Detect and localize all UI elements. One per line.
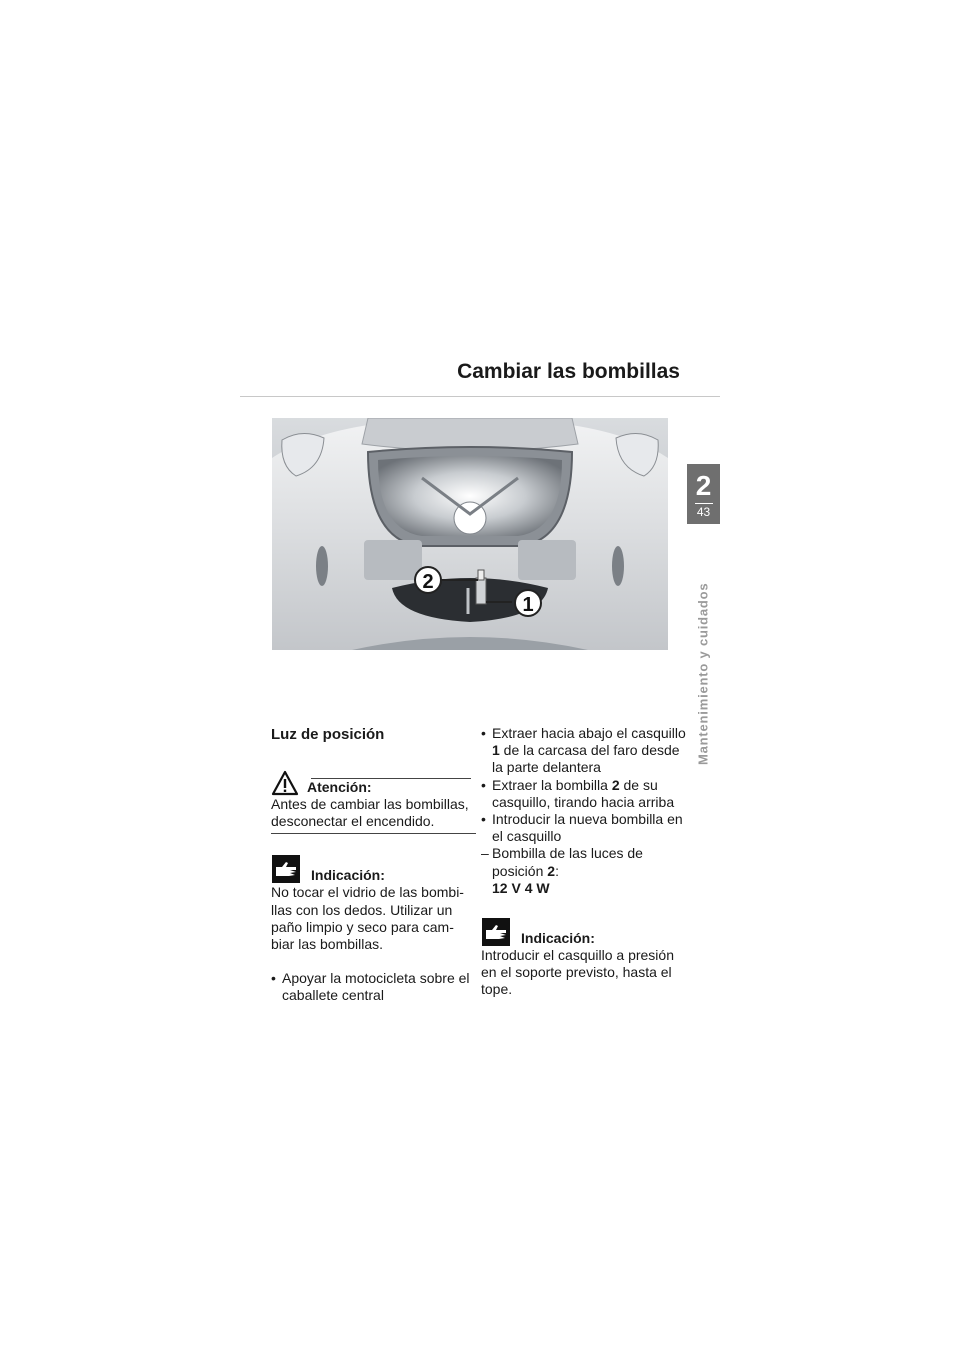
chapter-side-label: Mantenimiento y cuidados xyxy=(695,582,711,765)
bullet-marker: • xyxy=(481,811,486,828)
step-text: Apoyar la motocicleta sobre el caballete central xyxy=(282,970,470,1004)
headlight-photo xyxy=(272,418,668,650)
bulb-spec: 12 V 4 W xyxy=(492,879,550,896)
title-rule xyxy=(240,396,720,397)
chapter-tab xyxy=(687,464,720,524)
note-box xyxy=(481,915,691,999)
part-reference: 2 xyxy=(547,862,556,879)
left-column xyxy=(271,725,476,1005)
warning-box xyxy=(271,762,476,834)
section-heading: Luz de posición xyxy=(271,726,385,743)
callout-1-label: 1 xyxy=(522,594,534,616)
step-text: Extraer la bombilla xyxy=(492,776,612,793)
headlight-illustration xyxy=(272,418,668,650)
warning-label: Atención: xyxy=(307,778,372,795)
note-label: Indicación: xyxy=(521,929,595,946)
list-item xyxy=(271,970,476,1004)
step-text: de la carcasa del faro desde la parte delantera xyxy=(492,742,680,776)
warning-triangle-icon xyxy=(271,770,299,796)
right-column xyxy=(481,725,691,999)
note-hand-icon xyxy=(481,917,511,947)
bullet-marker: • xyxy=(481,776,486,793)
step-list-right xyxy=(481,725,691,897)
step-list-left xyxy=(271,970,476,1004)
warning-text: Antes de cambiar las bombillas, desconectar el encendido. xyxy=(271,796,469,830)
step-text: Introducir la nueva bombilla en el casquillo xyxy=(492,811,683,845)
part-reference: 2 xyxy=(611,776,620,793)
callout-2-label: 2 xyxy=(422,571,434,593)
page-number: 43 xyxy=(696,505,711,519)
note-hand-icon xyxy=(271,854,301,884)
note-box xyxy=(271,852,476,953)
page-title: Cambiar las bombillas xyxy=(457,360,680,383)
list-item xyxy=(481,811,691,845)
list-item xyxy=(481,777,691,811)
warning-bottom-rule xyxy=(271,833,476,834)
note-text: No tocar el vidrio de las bombi- llas con los dedos. Utilizar un paño limpio y seco para cam- biar las bombillas. xyxy=(271,884,464,953)
note-label: Indicación: xyxy=(311,867,385,884)
step-text: : xyxy=(555,862,559,879)
chapter-number: 2 xyxy=(695,470,712,501)
step-text: de su casquillo, tirando hacia arriba xyxy=(492,776,675,810)
step-text: Extraer hacia abajo el casquillo xyxy=(492,725,686,741)
bullet-marker: • xyxy=(271,970,276,987)
note-text: Introducir el casquillo a presión en el soporte previsto, hasta el tope. xyxy=(481,947,674,998)
list-item xyxy=(481,725,691,777)
part-reference: 1 xyxy=(492,742,500,759)
warning-top-rule xyxy=(311,778,471,779)
list-item xyxy=(481,845,691,897)
dash-marker: – xyxy=(481,845,489,862)
step-text: Bombilla de las luces de posición xyxy=(492,845,643,879)
bullet-marker: • xyxy=(481,725,486,741)
